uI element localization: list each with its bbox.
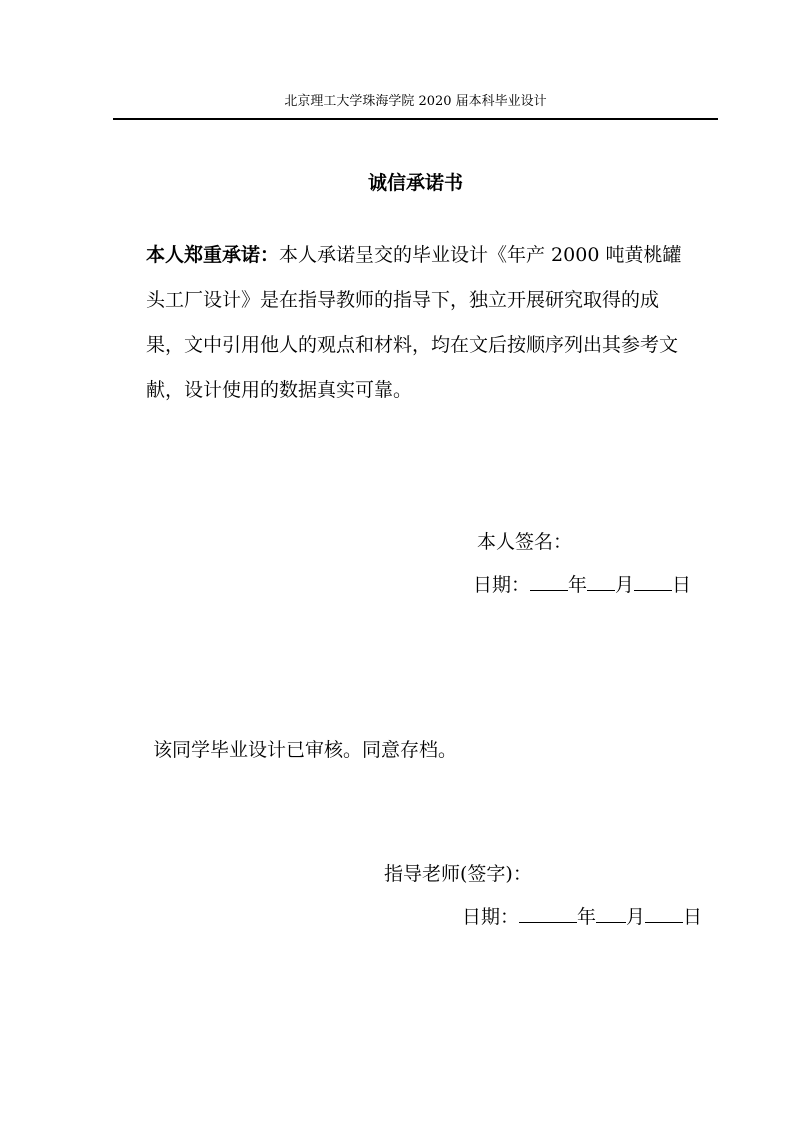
student-year-label: 年 xyxy=(568,574,588,596)
student-date-line xyxy=(473,570,691,599)
student-day-label: 日 xyxy=(672,574,692,596)
pledge-body: 本人承诺呈交的毕业设计《年产 2000 吨黄桃罐头工厂设计》是在指导教师的指导下，独立开展研究取得的成果，文中引用他人的观点和材料，均在文后按顺序列出其参考文献，设计使用的数据真实可靠。 xyxy=(146,244,682,401)
header-divider xyxy=(113,118,718,120)
student-month-blank xyxy=(587,570,615,591)
advisor-month-label: 月 xyxy=(626,906,646,928)
approval-statement: 该同学毕业设计已审核。同意存档。 xyxy=(153,739,458,761)
advisor-date-line xyxy=(462,902,702,931)
student-day-blank xyxy=(634,570,672,591)
advisor-date-label: 日期： xyxy=(462,906,520,928)
advisor-day-label: 日 xyxy=(683,906,703,928)
advisor-day-blank xyxy=(645,902,683,923)
advisor-signature-label: 指导老师(签字)： xyxy=(384,863,532,885)
pledge-paragraph xyxy=(146,233,694,413)
advisor-year-label: 年 xyxy=(577,906,597,928)
page-title: 诚信承诺书 xyxy=(367,172,463,194)
pledge-lead: 本人郑重承诺： xyxy=(146,244,280,266)
student-date-label: 日期： xyxy=(473,574,531,596)
student-year-blank xyxy=(530,570,568,591)
advisor-month-blank xyxy=(596,902,626,923)
page-header: 北京理工大学珠海学院 2020 届本科毕业设计 xyxy=(284,94,547,109)
student-signature-label: 本人签名： xyxy=(477,531,573,553)
student-month-label: 月 xyxy=(615,574,635,596)
advisor-year-blank xyxy=(519,902,577,923)
